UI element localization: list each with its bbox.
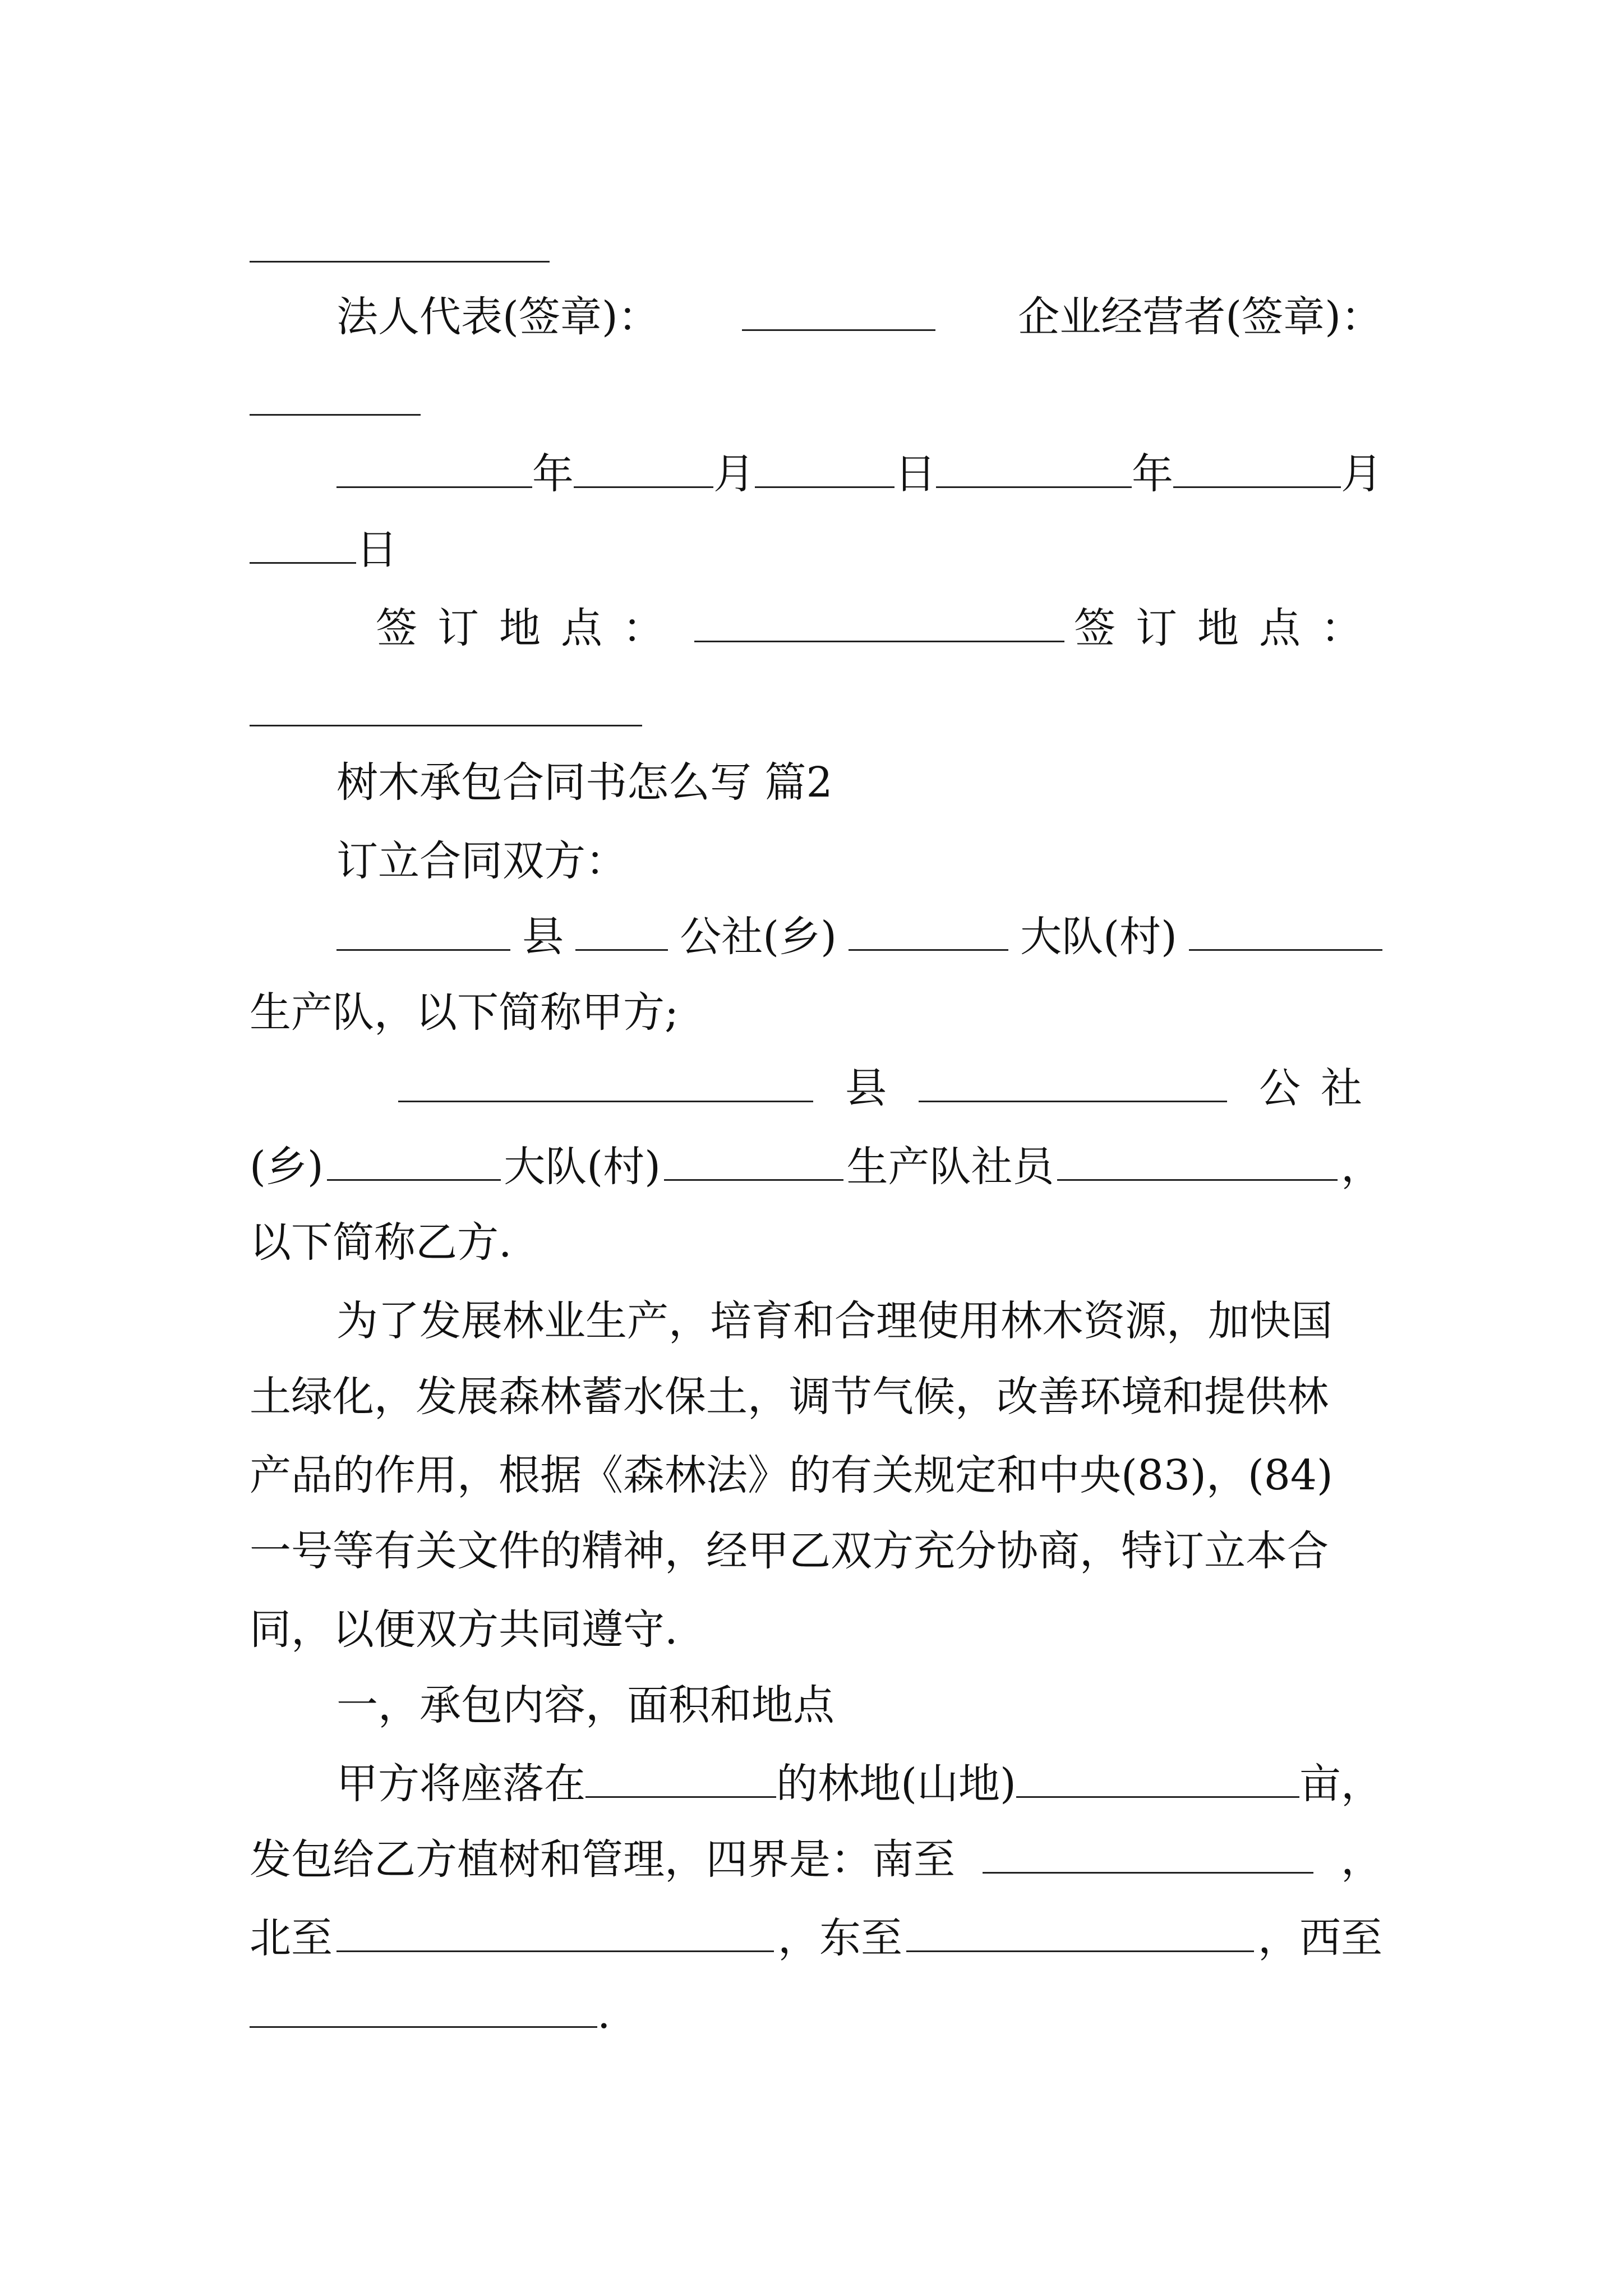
signature-blank[interactable] [250, 261, 550, 263]
place-blank-2[interactable] [250, 725, 642, 726]
para1-line-2: 土绿化，发展森林蓄水保土，调节气候，改善环境和提供林 [250, 1373, 1329, 1421]
section-heading: 树木承包合同书怎么写 篇2 [336, 758, 833, 807]
para1-line-4: 一号等有关文件的精神，经甲乙双方充分协商，特订立本合 [250, 1527, 1329, 1575]
commune-blank-a[interactable] [575, 949, 668, 951]
year-blank-1[interactable] [336, 486, 532, 488]
clause1-line-3 [250, 1910, 1382, 1966]
operator-label: 企业经营者(签章)： [1018, 293, 1382, 341]
clause1-mu-label: 亩， [1299, 1760, 1382, 1808]
clause1-line-1 [336, 1756, 1382, 1812]
township-blank-b[interactable] [327, 1179, 501, 1181]
member-label-b: 生产队社员 [846, 1143, 1054, 1191]
north-label: 北至 [250, 1914, 333, 1962]
party-a-tail: 生产队，以下简称甲方; [250, 988, 679, 1037]
county-blank-a[interactable] [336, 949, 510, 951]
county-label-b: 县 [845, 1064, 887, 1112]
party-a-line [336, 909, 1382, 965]
county-label-a: 县 [522, 913, 564, 961]
east-blank[interactable] [906, 1950, 1254, 1952]
clause1-line-4 [250, 1986, 1382, 2042]
place-blank-1[interactable] [694, 641, 1064, 642]
para1-line-5: 同，以便双方共同遵守. [250, 1605, 678, 1654]
commune-label-b: 公社 [1259, 1064, 1382, 1112]
member-blank-b[interactable] [1057, 1179, 1338, 1181]
party-b-line-2 [250, 1139, 1382, 1195]
month-label-2: 月 [1341, 450, 1382, 498]
north-blank[interactable] [336, 1950, 774, 1952]
day-label-1: 日 [895, 450, 937, 498]
location-blank[interactable] [585, 1796, 776, 1798]
party-b-tail: 以下简称乙方. [250, 1218, 512, 1267]
day-blank-2[interactable] [250, 562, 356, 564]
east-label: ，东至 [778, 1914, 902, 1962]
clause1-south-label: 发包给乙方植树和管理，四界是：南至 [250, 1835, 955, 1884]
para1-line-3: 产品的作用，根据《森林法》的有关规定和中央(83)，(84) [250, 1451, 1333, 1499]
month-blank-2[interactable] [1173, 486, 1341, 488]
party-b-line [398, 1060, 1382, 1116]
year-label-2: 年 [1132, 450, 1173, 498]
brigade-blank-a[interactable] [849, 949, 1008, 951]
clause1-end: . [597, 1990, 611, 2038]
operator-blank[interactable] [250, 414, 421, 416]
brigade-blank-b[interactable] [664, 1179, 843, 1181]
clause1-line-2 [250, 1832, 1382, 1888]
township-label-b: (乡) [250, 1143, 324, 1191]
west-label: ，西至 [1258, 1914, 1382, 1962]
clause1-forest-label: 的林地(山地) [776, 1760, 1016, 1808]
day-label-2: 日 [356, 526, 398, 574]
brigade-label-b: 大队(村) [504, 1143, 661, 1191]
parties-intro: 订立合同双方： [336, 837, 627, 885]
para1-line-1: 为了发展林业生产，培育和合理使用林木资源，加快国 [336, 1297, 1332, 1345]
commune-label-a: 公社(乡) [680, 913, 837, 961]
date-line [336, 446, 1382, 502]
area-blank[interactable] [1016, 1796, 1299, 1798]
year-label-1: 年 [532, 450, 574, 498]
month-blank-1[interactable] [574, 486, 713, 488]
day-blank-1[interactable] [755, 486, 895, 488]
clause1-location-label: 甲方将座落在 [336, 1760, 585, 1808]
legal-rep-blank[interactable] [742, 329, 935, 331]
clause1-comma: ， [1341, 1835, 1382, 1884]
south-blank[interactable] [983, 1872, 1313, 1874]
year-blank-2[interactable] [936, 486, 1132, 488]
team-blank-a[interactable] [1189, 949, 1382, 951]
west-blank[interactable] [250, 2026, 597, 2028]
clause1-title: 一，承包内容，面积和地点 [336, 1681, 834, 1729]
commune-blank-b[interactable] [919, 1101, 1227, 1102]
brigade-label-a: 大队(村) [1020, 913, 1177, 961]
county-blank-b[interactable] [398, 1101, 813, 1102]
date-line-cont [250, 522, 1382, 578]
month-label-1: 月 [713, 450, 755, 498]
place-label-1: 签订地点： [376, 604, 684, 652]
comma-b: ， [1341, 1143, 1382, 1191]
legal-rep-label: 法人代表(签章)： [336, 293, 660, 341]
place-line [376, 600, 1382, 656]
signature-line [336, 289, 1382, 345]
place-label-2: 签订地点： [1074, 604, 1382, 652]
